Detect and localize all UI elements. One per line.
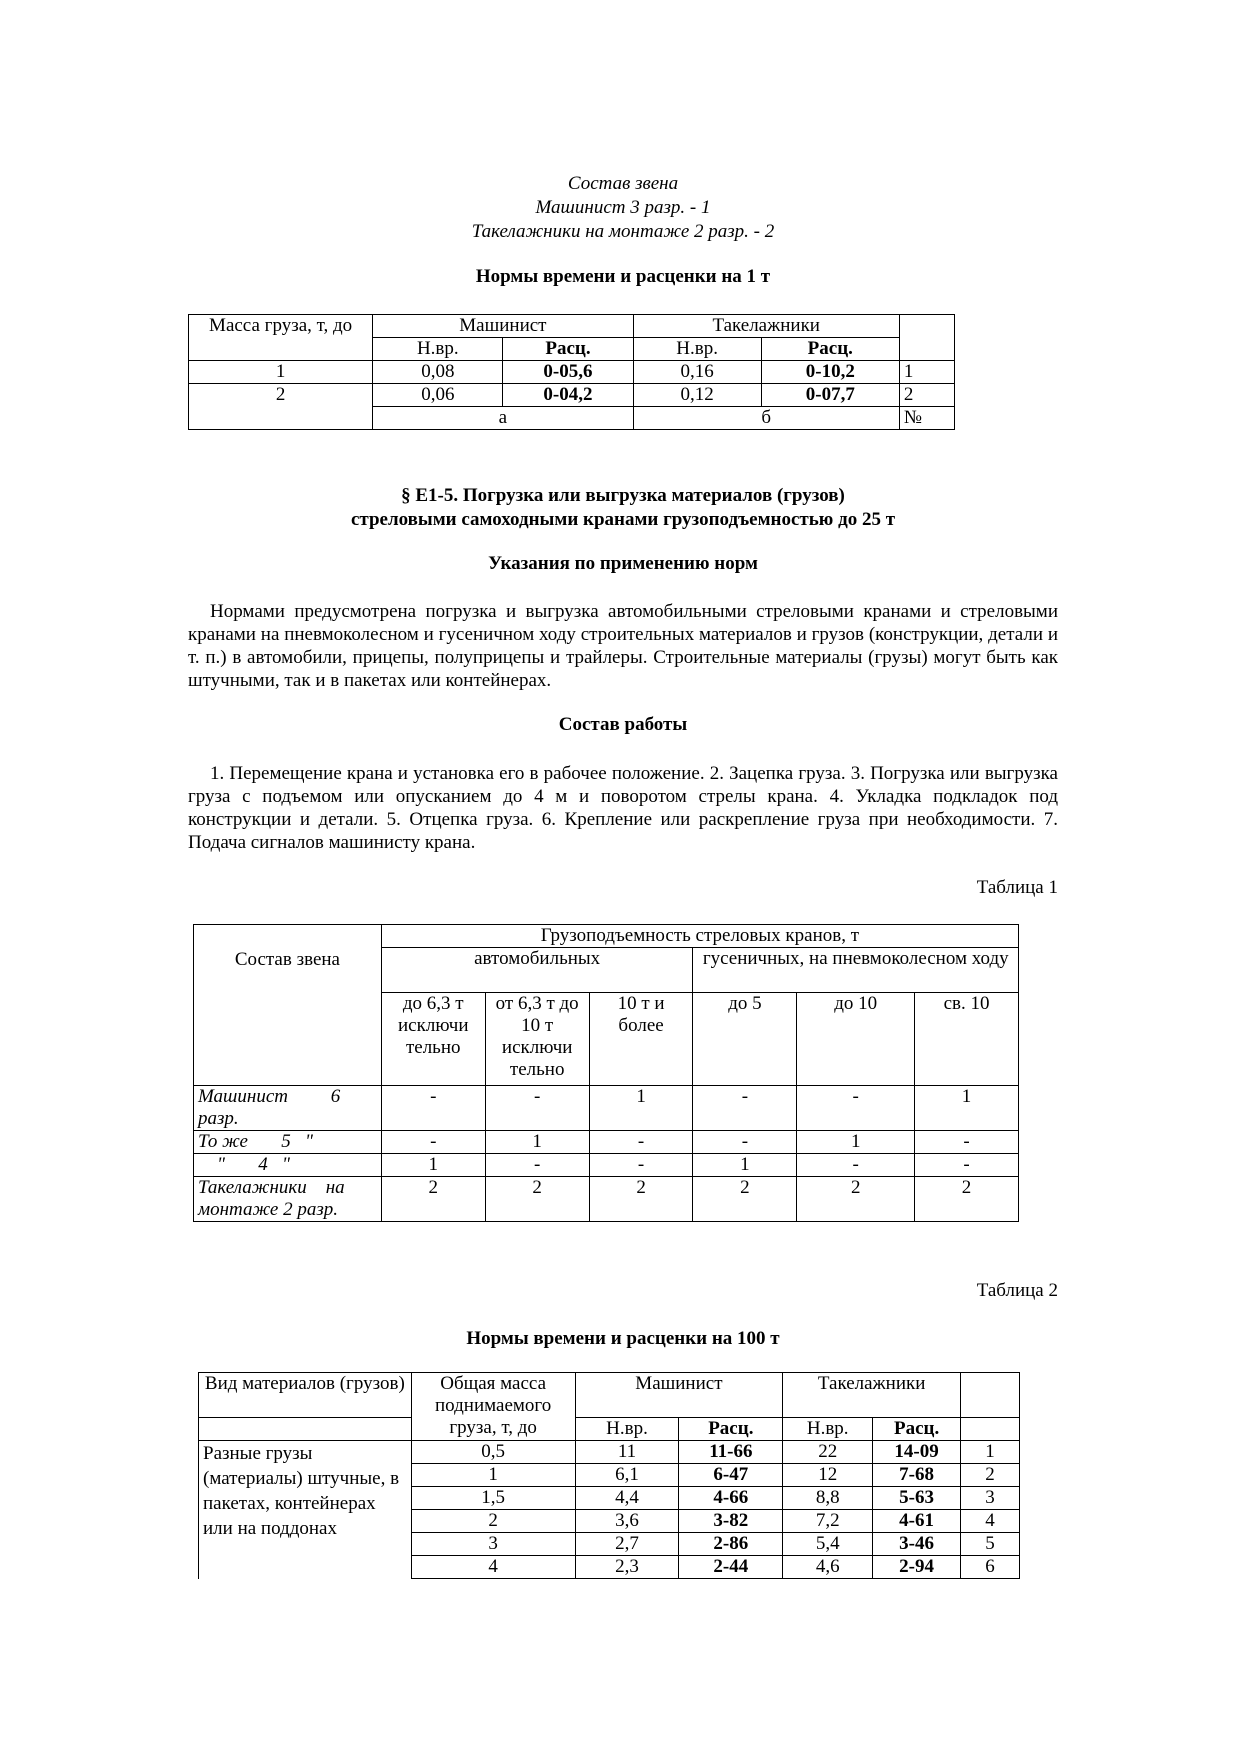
table-cell: № xyxy=(899,407,954,430)
table-cell: - xyxy=(381,1086,485,1131)
table-cell: 0,06 xyxy=(373,384,503,407)
table-cell: 6 xyxy=(961,1556,1020,1579)
table-cell: 1 xyxy=(485,1131,589,1154)
table-cell: 5 xyxy=(961,1533,1020,1556)
table-cell: 2 xyxy=(797,1177,915,1222)
header-cell: гусеничных, на пневмоколесном ходу xyxy=(693,948,1019,993)
section-title-line: стреловыми самоходными кранами грузоподъемностью до 25 т xyxy=(350,509,896,530)
table-cell: 1 xyxy=(693,1154,797,1177)
table-row xyxy=(194,1086,1019,1131)
crew-heading-line: Состав звена xyxy=(567,173,679,194)
table-cell: 4-61 xyxy=(873,1510,961,1533)
header-cell: Расц. xyxy=(761,338,899,361)
crew-table xyxy=(193,924,1019,1222)
header-cell: Н.вр. xyxy=(373,338,503,361)
table-cell: 1 xyxy=(915,1086,1019,1131)
table-cell: - xyxy=(693,1131,797,1154)
table-cell: 3-82 xyxy=(679,1510,783,1533)
table-cell: 7,2 xyxy=(783,1510,873,1533)
header-cell: Состав звена xyxy=(194,925,382,1086)
table-cell: Разные грузы (материалы) штучные, в пакетах, контейнерах или на поддонах xyxy=(199,1441,412,1579)
table-cell: 3-46 xyxy=(873,1533,961,1556)
table-cell: 1 xyxy=(189,361,373,384)
table2-title: Нормы времени и расценки на 100 т xyxy=(466,1328,780,1349)
table-cell: 4,6 xyxy=(783,1556,873,1579)
header-cell: автомобильных xyxy=(381,948,693,993)
table-cell: 1 xyxy=(797,1131,915,1154)
norms1-title: Нормы времени и расценки на 1 т xyxy=(475,266,771,287)
table-cell: 1 xyxy=(381,1154,485,1177)
table-row xyxy=(194,1131,1019,1154)
table-cell: - xyxy=(589,1154,693,1177)
table1-label: Таблица 1 xyxy=(976,877,1058,898)
table-cell: 2 xyxy=(189,384,373,430)
table-cell: 2 xyxy=(899,384,954,407)
table-row xyxy=(189,361,955,384)
section-title-line: § Е1-5. Погрузка или выгрузка материалов (грузов) xyxy=(401,485,845,506)
table-cell: 0-05,6 xyxy=(503,361,633,384)
header-cell: Расц. xyxy=(503,338,633,361)
header-cell: Такелажники xyxy=(633,315,899,338)
header-cell: Масса груза, т, до xyxy=(189,315,373,361)
table-cell: - xyxy=(485,1154,589,1177)
header-cell: до 10 xyxy=(797,993,915,1086)
norms2-table xyxy=(198,1372,1020,1579)
table-row xyxy=(189,384,955,407)
table-cell: - xyxy=(485,1086,589,1131)
table-row xyxy=(194,1154,1019,1177)
table-row xyxy=(199,1441,1020,1464)
section-title xyxy=(188,484,1058,532)
table-cell: - xyxy=(915,1131,1019,1154)
table-cell: 2 xyxy=(589,1177,693,1222)
table-cell: 2 xyxy=(381,1177,485,1222)
table-cell: 4-66 xyxy=(679,1487,783,1510)
header-cell: от 6,3 т до 10 т исключи тельно xyxy=(485,993,589,1086)
table-cell: То же 5 " xyxy=(194,1131,382,1154)
header-cell: св. 10 xyxy=(915,993,1019,1086)
table-cell: 22 xyxy=(783,1441,873,1464)
table-cell: 0,5 xyxy=(411,1441,575,1464)
header-cell: Н.вр. xyxy=(783,1418,873,1441)
table-cell: 2 xyxy=(693,1177,797,1222)
table-cell: 6,1 xyxy=(575,1464,679,1487)
table-cell: 2 xyxy=(961,1464,1020,1487)
table-cell: 4,4 xyxy=(575,1487,679,1510)
table-cell: 11 xyxy=(575,1441,679,1464)
table-cell: 2,7 xyxy=(575,1533,679,1556)
table-cell: Такелажники на монтаже 2 разр. xyxy=(194,1177,382,1222)
table-cell: 3,6 xyxy=(575,1510,679,1533)
header-cell: Общая масса поднимаемого груза, т, до xyxy=(411,1373,575,1441)
table-cell: а xyxy=(373,407,633,430)
table-cell: 0-07,7 xyxy=(761,384,899,407)
table-cell: 8,8 xyxy=(783,1487,873,1510)
table-cell: 1 xyxy=(589,1086,693,1131)
header-cell: Такелажники xyxy=(783,1373,961,1418)
header-cell: Расц. xyxy=(873,1418,961,1441)
table-cell: 12 xyxy=(783,1464,873,1487)
table-cell: 2-44 xyxy=(679,1556,783,1579)
table-cell: 3 xyxy=(411,1533,575,1556)
header-cell: Вид материалов (грузов) xyxy=(199,1373,412,1418)
header-cell: 10 т и более xyxy=(589,993,693,1086)
table-cell: 7-68 xyxy=(873,1464,961,1487)
table-cell: 1 xyxy=(961,1441,1020,1464)
header-cell: Н.вр. xyxy=(575,1418,679,1441)
table-cell: - xyxy=(797,1086,915,1131)
table-cell: - xyxy=(797,1154,915,1177)
table-cell: Машинист 6 разр. xyxy=(194,1086,382,1131)
header-cell: Расц. xyxy=(679,1418,783,1441)
table-cell: 4 xyxy=(961,1510,1020,1533)
table-cell: 1,5 xyxy=(411,1487,575,1510)
table-cell: 2-94 xyxy=(873,1556,961,1579)
table-cell: - xyxy=(693,1086,797,1131)
table-cell: б xyxy=(633,407,899,430)
table-cell: 1 xyxy=(899,361,954,384)
table-cell: 2,3 xyxy=(575,1556,679,1579)
table-cell: 2 xyxy=(485,1177,589,1222)
header-cell: до 5 xyxy=(693,993,797,1086)
header-cell: Н.вр. xyxy=(633,338,761,361)
table-cell: 5-63 xyxy=(873,1487,961,1510)
norms1-table xyxy=(188,314,955,430)
table-cell: 2 xyxy=(411,1510,575,1533)
header-cell: Грузоподъемность стреловых кранов, т xyxy=(381,925,1018,948)
table-cell: 4 xyxy=(411,1556,575,1579)
table-cell: 0,12 xyxy=(633,384,761,407)
table-row xyxy=(194,1177,1019,1222)
table-cell: - xyxy=(381,1131,485,1154)
table-cell: 0-04,2 xyxy=(503,384,633,407)
work-title: Состав работы xyxy=(558,714,688,735)
table-cell: 5,4 xyxy=(783,1533,873,1556)
table-cell: 0-10,2 xyxy=(761,361,899,384)
header-cell: Машинист xyxy=(373,315,633,338)
table-cell: - xyxy=(915,1154,1019,1177)
table-cell: - xyxy=(589,1131,693,1154)
table2-label: Таблица 2 xyxy=(976,1280,1058,1301)
crew-heading xyxy=(188,172,1058,244)
crew-heading-line: Машинист 3 разр. - 1 xyxy=(535,197,711,218)
table-cell: " 4 " xyxy=(194,1154,382,1177)
table-cell: 14-09 xyxy=(873,1441,961,1464)
crew-heading-line: Такелажники на монтаже 2 разр. - 2 xyxy=(471,221,775,242)
table-cell: 3 xyxy=(961,1487,1020,1510)
header-cell: до 6,3 т исключи тельно xyxy=(381,993,485,1086)
table-cell: 2-86 xyxy=(679,1533,783,1556)
header-cell xyxy=(899,315,954,361)
table-cell: 0,16 xyxy=(633,361,761,384)
table-cell: 2 xyxy=(915,1177,1019,1222)
table-cell: 0,08 xyxy=(373,361,503,384)
table-cell: 1 xyxy=(411,1464,575,1487)
header-cell xyxy=(961,1418,1020,1441)
header-cell xyxy=(961,1373,1020,1418)
header-cell: Машинист xyxy=(575,1373,783,1418)
table-cell: 6-47 xyxy=(679,1464,783,1487)
header-cell xyxy=(199,1418,412,1441)
table-cell: 11-66 xyxy=(679,1441,783,1464)
instructions-title: Указания по применению норм xyxy=(488,553,758,574)
instructions-text: Нормами предусмотрена погрузка и выгрузка автомобильными стреловыми кранами и стреловыми кранами на пневмоколесном и гусеничном ходу строительных материалов и грузов (конструкции, детали и т. п.) в автомобили, прицепы, полуприцепы и трайлеры. Строительные материалы (грузы) могут быть как штучными, так и в пакетах или контейнерах. xyxy=(188,601,1058,691)
work-text: 1. Перемещение крана и установка его в рабочее положение. 2. Зацепка груза. 3. Погрузка или выгрузка груза с подъемом или опусканием до 4 м и поворотом стрелы крана. 4. Укладка подкладок под конструкции и детали. 5. Отцепка груза. 6. Крепление или раскрепление груза при необходимости. 7. Подача сигналов машинисту крана. xyxy=(188,763,1058,853)
